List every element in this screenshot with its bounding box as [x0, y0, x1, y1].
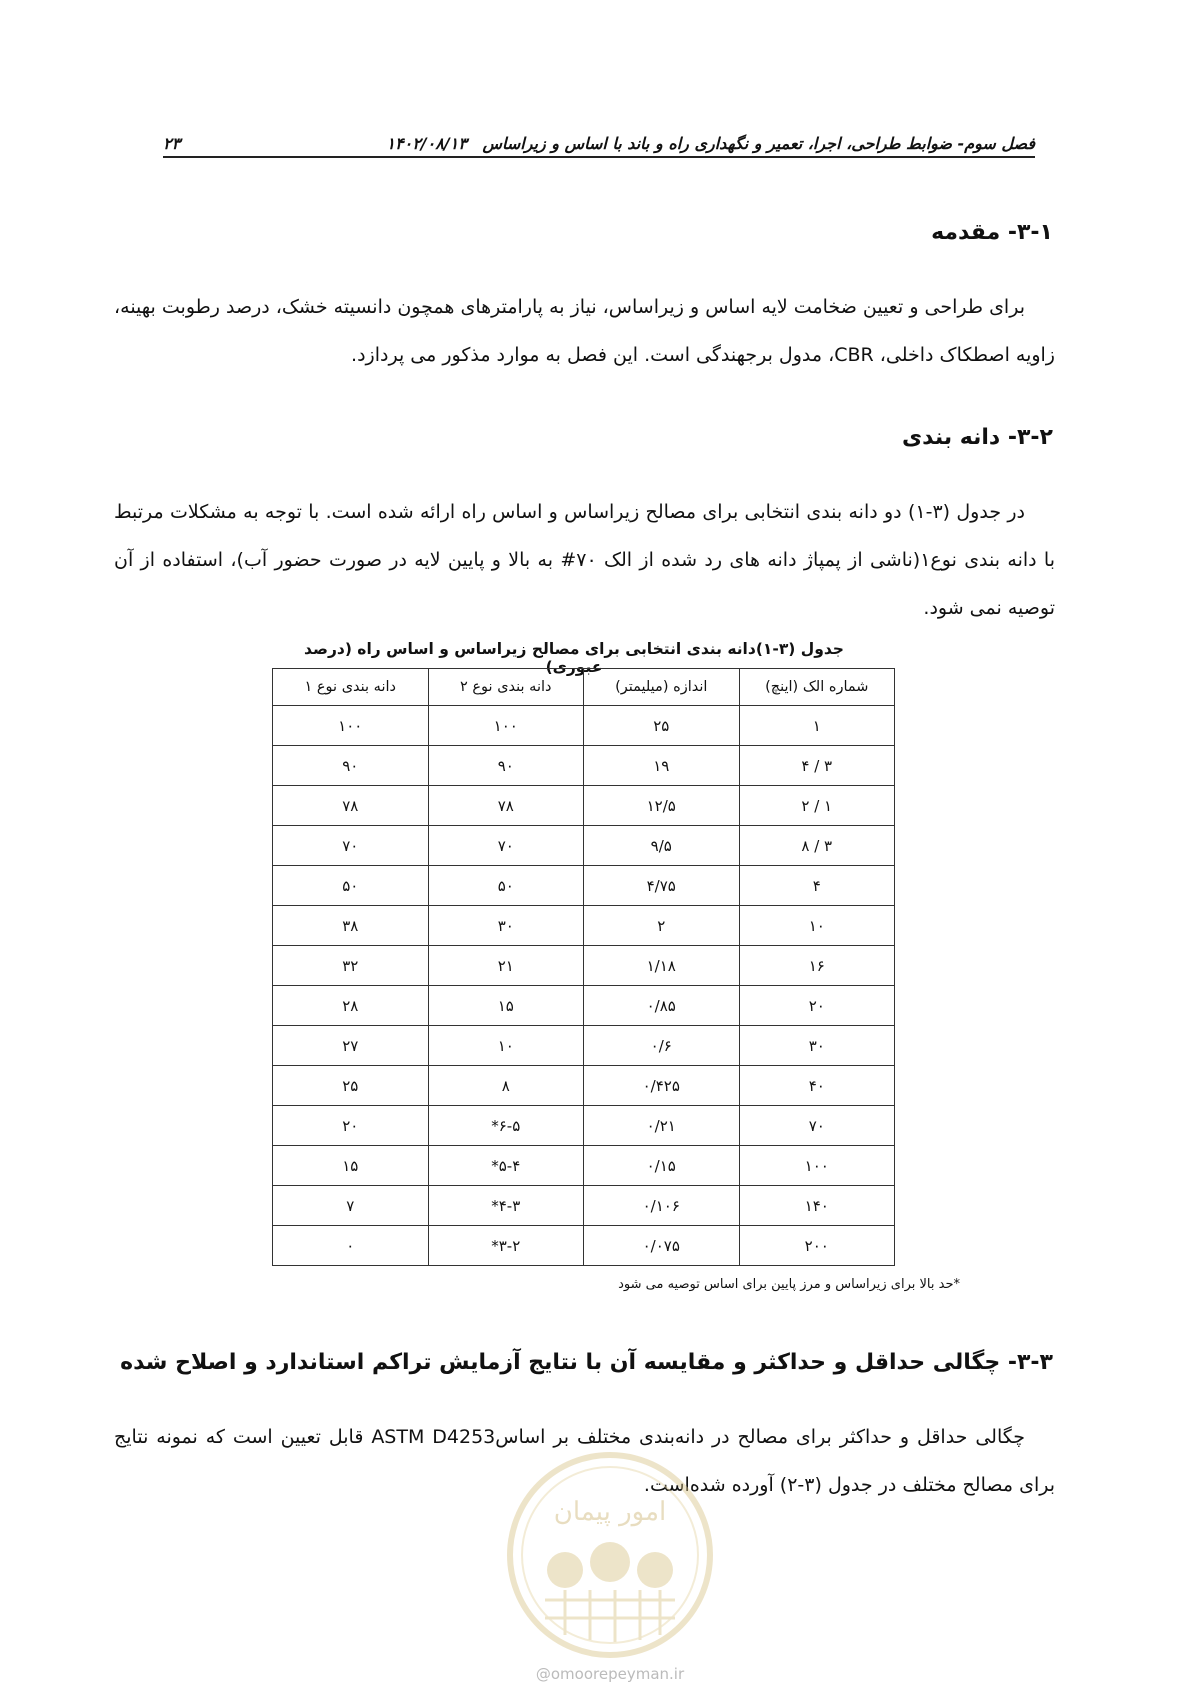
- section-paragraph-intro: [114, 283, 1055, 379]
- table-cell: ۰/۶: [584, 1026, 740, 1066]
- table-cell: ۳۸: [273, 906, 429, 946]
- table-cell: ۰/۸۵: [584, 986, 740, 1026]
- table-cell: ۱۵: [273, 1146, 429, 1186]
- watermark-text: @omoorepeyman.ir: [535, 1665, 685, 1683]
- column-header: دانه بندی نوع ۱: [273, 669, 429, 706]
- table-cell: ۸: [428, 1066, 584, 1106]
- table-cell: ۰/۲۱: [584, 1106, 740, 1146]
- column-header: اندازه (میلیمتر): [584, 669, 740, 706]
- section-paragraph-grading: [114, 488, 1055, 632]
- table-cell: ۴-۳*: [428, 1186, 584, 1226]
- table-cell: ۱۲/۵: [584, 786, 740, 826]
- header-date: ۱۴۰۲/۰۸/۱۳: [386, 134, 467, 153]
- table-cell: ۴: [739, 866, 895, 906]
- table-row: [273, 866, 895, 906]
- table-cell: ۰/۱۰۶: [584, 1186, 740, 1226]
- table-row: [273, 1106, 895, 1146]
- table-cell: ۱۹: [584, 746, 740, 786]
- table-body: [273, 706, 895, 1266]
- table-cell: ۹۰: [428, 746, 584, 786]
- table-row: [273, 1186, 895, 1226]
- table-cell: ۱۰۰: [273, 706, 429, 746]
- table-row: [273, 746, 895, 786]
- table-cell: ۰/۰۷۵: [584, 1226, 740, 1266]
- table-cell: ۰: [273, 1226, 429, 1266]
- table-cell: ۳۲: [273, 946, 429, 986]
- table-cell: ۰/۱۵: [584, 1146, 740, 1186]
- table-cell: ۷۰: [273, 826, 429, 866]
- table-cell: ۷: [273, 1186, 429, 1226]
- table-cell: ۲: [584, 906, 740, 946]
- table-caption: جدول (۳-۱)دانه بندی انتخابی برای مصالح زیراساس و اساس راه (درصد عبوری): [304, 640, 844, 676]
- table-row: [273, 906, 895, 946]
- table-cell: ۱۰: [739, 906, 895, 946]
- table-footnote: *حد بالا برای زیراساس و مرز پایین برای اساس توصیه می شود: [618, 1277, 960, 1292]
- table-cell: ۱۵: [428, 986, 584, 1026]
- table-row: [273, 706, 895, 746]
- table-cell: ۱۰۰: [428, 706, 584, 746]
- section-heading-density: ۳-۳- چگالی حداقل و حداکثر و مقایسه آن با نتایج آزمایش تراکم استاندارد و اصلاح شده: [120, 1350, 1053, 1375]
- watermark-logo: [505, 1450, 715, 1660]
- table-row: [273, 1026, 895, 1066]
- table-cell: ۳۰: [428, 906, 584, 946]
- table-row: [273, 986, 895, 1026]
- table-cell: ۷۸: [428, 786, 584, 826]
- table-cell: ۹۰: [273, 746, 429, 786]
- table-cell: ۳-۲*: [428, 1226, 584, 1266]
- table-cell: ۰/۴۲۵: [584, 1066, 740, 1106]
- table-cell: ۲۰۰: [739, 1226, 895, 1266]
- table-cell: ۲۸: [273, 986, 429, 1026]
- table-cell: ۱ / ۲: [739, 786, 895, 826]
- table-cell: ۱۰: [428, 1026, 584, 1066]
- paragraph-text: چگالی حداقل و حداکثر برای مصالح در دانه‌بندی مختلف بر اساسASTM D4253 قابل تعیین است که نمونه نتایج برای مصالح مختلف در جدول (۳-۲) آورده شده‌است.: [114, 1426, 1055, 1496]
- chapter-title: فصل سوم- ضوابط طراحی، اجرا، تعمیر و نگهداری راه و باند با اساس و زیراساس: [482, 134, 1035, 153]
- table-row: [273, 946, 895, 986]
- table-cell: ۶-۵*: [428, 1106, 584, 1146]
- section-heading-grading: ۳-۲- دانه بندی: [902, 425, 1053, 450]
- table-cell: ۱/۱۸: [584, 946, 740, 986]
- table-cell: ۲۵: [584, 706, 740, 746]
- chapter-header: [386, 134, 1035, 156]
- section-heading-intro: ۳-۱- مقدمه: [931, 220, 1053, 245]
- table-cell: ۵-۴*: [428, 1146, 584, 1186]
- table-cell: ۳ / ۸: [739, 826, 895, 866]
- column-header: دانه بندی نوع ۲: [428, 669, 584, 706]
- paragraph-text: در جدول (۳-۱) دو دانه بندی انتخابی برای مصالح زیراساس و اساس راه ارائه شده است. با توجه به مشکلات مرتبط با دانه بندی نوع۱(ناشی از پمپاژ دانه های رد شده از الک ۷۰# به بالا و پایین لایه در صورت حضور آب)، استفاده از آن توصیه نمی شود.: [114, 501, 1055, 619]
- table-cell: ۳ / ۴: [739, 746, 895, 786]
- table-cell: ۷۰: [739, 1106, 895, 1146]
- table-cell: ۱۰۰: [739, 1146, 895, 1186]
- watermark-logo-text: امور پیمان: [553, 1497, 667, 1527]
- table-cell: ۲۱: [428, 946, 584, 986]
- table-cell: ۲۵: [273, 1066, 429, 1106]
- table-cell: ۴/۷۵: [584, 866, 740, 906]
- table-row: [273, 786, 895, 826]
- table-cell: ۵۰: [428, 866, 584, 906]
- paragraph-text: برای طراحی و تعیین ضخامت لایه اساس و زیراساس، نیاز به پارامترهای همچون دانسیته خشک، درصد رطوبت بهینه، زاویه اصطکاک داخلی، CBR، مدول برجهندگی است. این فصل به موارد مذکور می پردازد.: [114, 296, 1055, 366]
- table-row: [273, 826, 895, 866]
- table-cell: ۱: [739, 706, 895, 746]
- table-cell: ۷۸: [273, 786, 429, 826]
- table-cell: ۷۰: [428, 826, 584, 866]
- column-header: شماره الک (اینچ): [739, 669, 895, 706]
- table-cell: ۵۰: [273, 866, 429, 906]
- page-header: [163, 128, 1035, 158]
- table-row: [273, 1226, 895, 1266]
- page-number: ۲۳: [163, 134, 181, 153]
- table-cell: ۲۰: [739, 986, 895, 1026]
- table-cell: ۲۰: [273, 1106, 429, 1146]
- table-cell: ۱۴۰: [739, 1186, 895, 1226]
- table-cell: ۲۷: [273, 1026, 429, 1066]
- table-row: [273, 1066, 895, 1106]
- grading-table: [272, 668, 895, 1266]
- table-header-row: [273, 669, 895, 706]
- table-cell: ۴۰: [739, 1066, 895, 1106]
- table-row: [273, 1146, 895, 1186]
- table-cell: ۹/۵: [584, 826, 740, 866]
- table-cell: ۳۰: [739, 1026, 895, 1066]
- table-cell: ۱۶: [739, 946, 895, 986]
